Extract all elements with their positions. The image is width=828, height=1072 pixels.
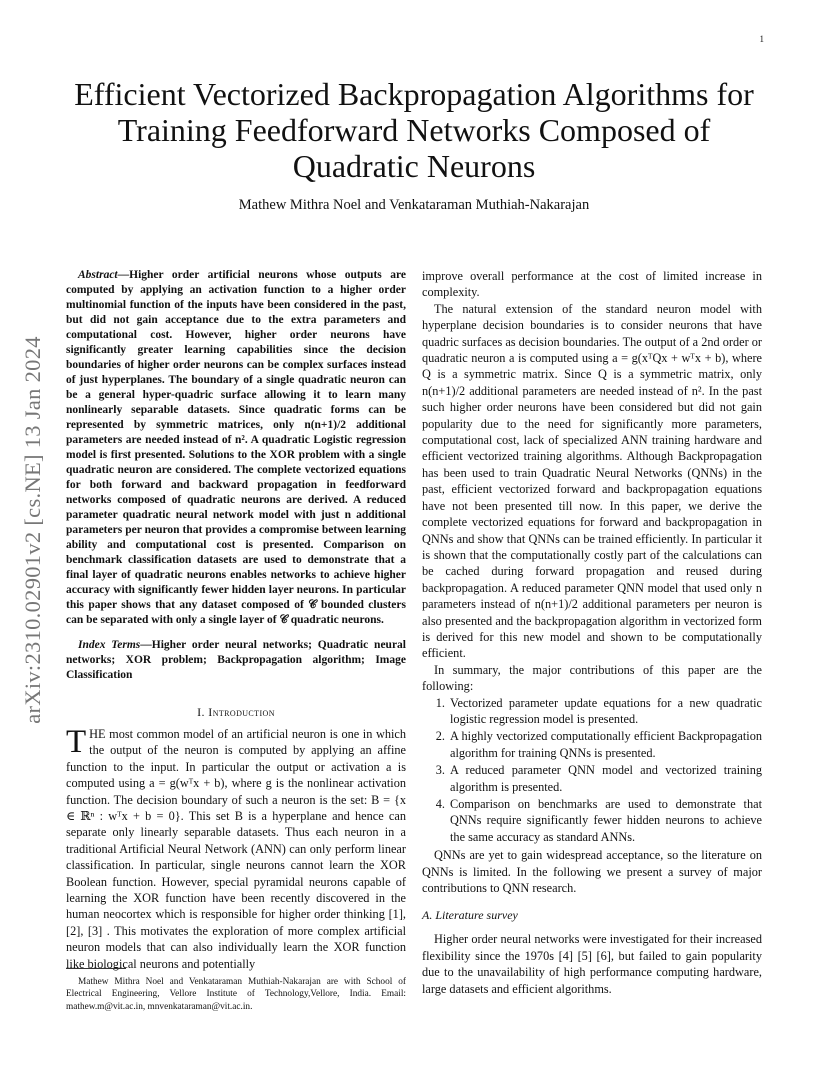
section-heading-introduction: I. Introduction <box>197 705 275 719</box>
literature-paragraph-1: Higher order neural networks were investigated for their increased flexibility since the 1970s [4] [5] [6], but failed to gain popularity due to the unavailability of high performance computing hardware, large datasets and efficient algorithms. <box>422 932 762 996</box>
index-terms-text: —Higher order neural networks; Quadratic neural networks; XOR problem; Backpropagation algorithm; Image Classification <box>66 639 406 681</box>
intro-paragraph-1-text: HE most common model of an artificial neuron is one in which the output of the neuron is computed by applying an affine function to the input. In particular the output or activation a is computed using a = g(wᵀx + b), where g is the nonlinear activation function. The decision boundary of such a neuron is the set: B = {x ∈ ℝⁿ : wᵀx + b = 0}. This set B is a hyperplane and hence can separate only linearly separable datasets. Thus each neuron in a traditional Artificial Neural Network (ANN) can only perform linear classification. In particular, single neurons cannot learn the XOR Boolean function. However, special pyramidal neurons capable of learning the XOR function have been recently discovered in the human neocortex which is responsible for higher order thinking [1], [2], [3] . This motivates the exploration of more complex artificial neuron models that can also individually learn the XOR function like biological neurons and potentially <box>66 727 406 971</box>
abstract-label: Abstract <box>78 269 118 281</box>
intro-paragraph-4: QNNs are yet to gain widespread acceptance, so the literature on QNNs is limited. In the following we present a survey of major contributions to QNN research. <box>422 848 762 896</box>
abstract-text: —Higher order artificial neurons whose outputs are computed by applying an activation function to a higher order multinomial function of the inputs have been considered in the past, but did not gain acceptance due to the extra parameters and computational cost. However, higher order neurons have significantly greater learning capabilities since the decision boundaries of higher order neurons can be complex surfaces instead of just hyperplanes. The boundary of a single quadratic neuron can be a general hyper-quadric surface allowing it to learn many nonlinearly separable datasets. Since quadratic forms can be represented by symmetric matrices, only n(n+1)/2 additional parameters are needed instead of n². A quadratic Logistic regression model is first presented. Solutions to the XOR problem with a single quadratic neuron are considered. The complete vectorized equations for both forward and backward propagation in feedforward networks composed of quadratic neurons are derived. A reduced parameter quadratic neural network model with just n additional parameters per neuron that provides a compromise between learning ability and computational cost is presented. Comparison on benchmark classification datasets are used to demonstrate that a final layer of quadratic neurons enables networks to achieve higher accuracy with significantly fewer hidden layer neurons. In particular this paper shows that any dataset composed of 𝒞 bounded clusters can be separated with only a single layer of 𝒞 quadratic neurons. <box>66 269 406 626</box>
index-terms-label: Index Terms <box>78 639 141 651</box>
list-item: 3. A reduced parameter QNN model and vectorized training algorithm is presented. <box>448 762 762 795</box>
paper-authors: Mathew Mithra Noel and Venkataraman Muthiah-Nakarajan <box>238 197 590 213</box>
index-terms <box>66 638 406 683</box>
abstract <box>66 268 406 628</box>
arxiv-identifier: arXiv:2310.02901v2 [cs.NE] 13 Jan 2024 <box>20 336 45 724</box>
paper-title: Efficient Vectorized Backpropagation Algorithms for Training Feedforward Networks Composed of Quadratic Neurons <box>74 76 754 184</box>
subsection-heading-literature-survey: A. Literature survey <box>422 908 518 923</box>
author-footnote: Mathew Mithra Noel and Venkataraman Muthiah-Nakarajan are with School of Electrical Engineering, Vellore Institute of Technology,Vellore, India. Email: mathew.m@vit.ac.in, mnvenkataraman@vit.ac.in. <box>66 977 406 1012</box>
list-item: 4. Comparison on benchmarks are used to demonstrate that QNNs require significantly fewer hidden neurons to achieve the same accuracy as standard ANNs. <box>448 796 762 845</box>
list-item: 1. Vectorized parameter update equations for a new quadratic logistic regression model is presented. <box>448 695 762 728</box>
intro-paragraph-3: In summary, the major contributions of this paper are the following: <box>422 662 762 694</box>
intro-paragraph-1-continued: improve overall performance at the cost of limited increase in complexity. <box>422 269 762 300</box>
intro-paragraph-2: The natural extension of the standard neuron model with hyperplane decision boundaries is to consider neurons that have quadric surfaces as decision boundaries. The output of a 2nd order or quadratic neuron a is computed using a = g(xᵀQx + wᵀx + b), where Q is a symmetric matrix. Since Q is a symmetric matrix, only n(n+1)/2 additional parameters are needed instead of n². In the past such higher order neurons have been considered but did not gain popularity due to the need for significantly more parameters, computational cost, lack of specialized ANN training hardware and efficient vectorized training algorithms. Although Backpropagation has been used to train Quadratic Neural Networks (QNNs) in the past, efficient vectorized forward and backpropagation equations have not been presented till now. In this paper, we derive the complete vectorized equations for forward and backpropagation in QNNs and show that QNNs can be trained efficiently. In particular it is shown that the computationally costly part of the calculations can be cached during forward propagation and reused during backpropagation. A reduced parameter QNN model that used only n parameters instead of n(n+1)/2 additional parameters per neuron is also presented and the backpropagation algorithm in vectorized form is derived for this new model and shown to be computationally efficient. <box>422 301 762 661</box>
page-number: 1 <box>759 34 764 44</box>
left-column <box>66 268 406 972</box>
drop-cap: T <box>66 724 87 760</box>
right-column <box>422 268 762 997</box>
intro-paragraph-1 <box>66 726 406 972</box>
contributions-list <box>422 695 762 846</box>
list-item: 2. A highly vectorized computationally efficient Backpropagation algorithm for training QNNs is presented. <box>448 728 762 761</box>
footnote-divider <box>66 968 126 969</box>
